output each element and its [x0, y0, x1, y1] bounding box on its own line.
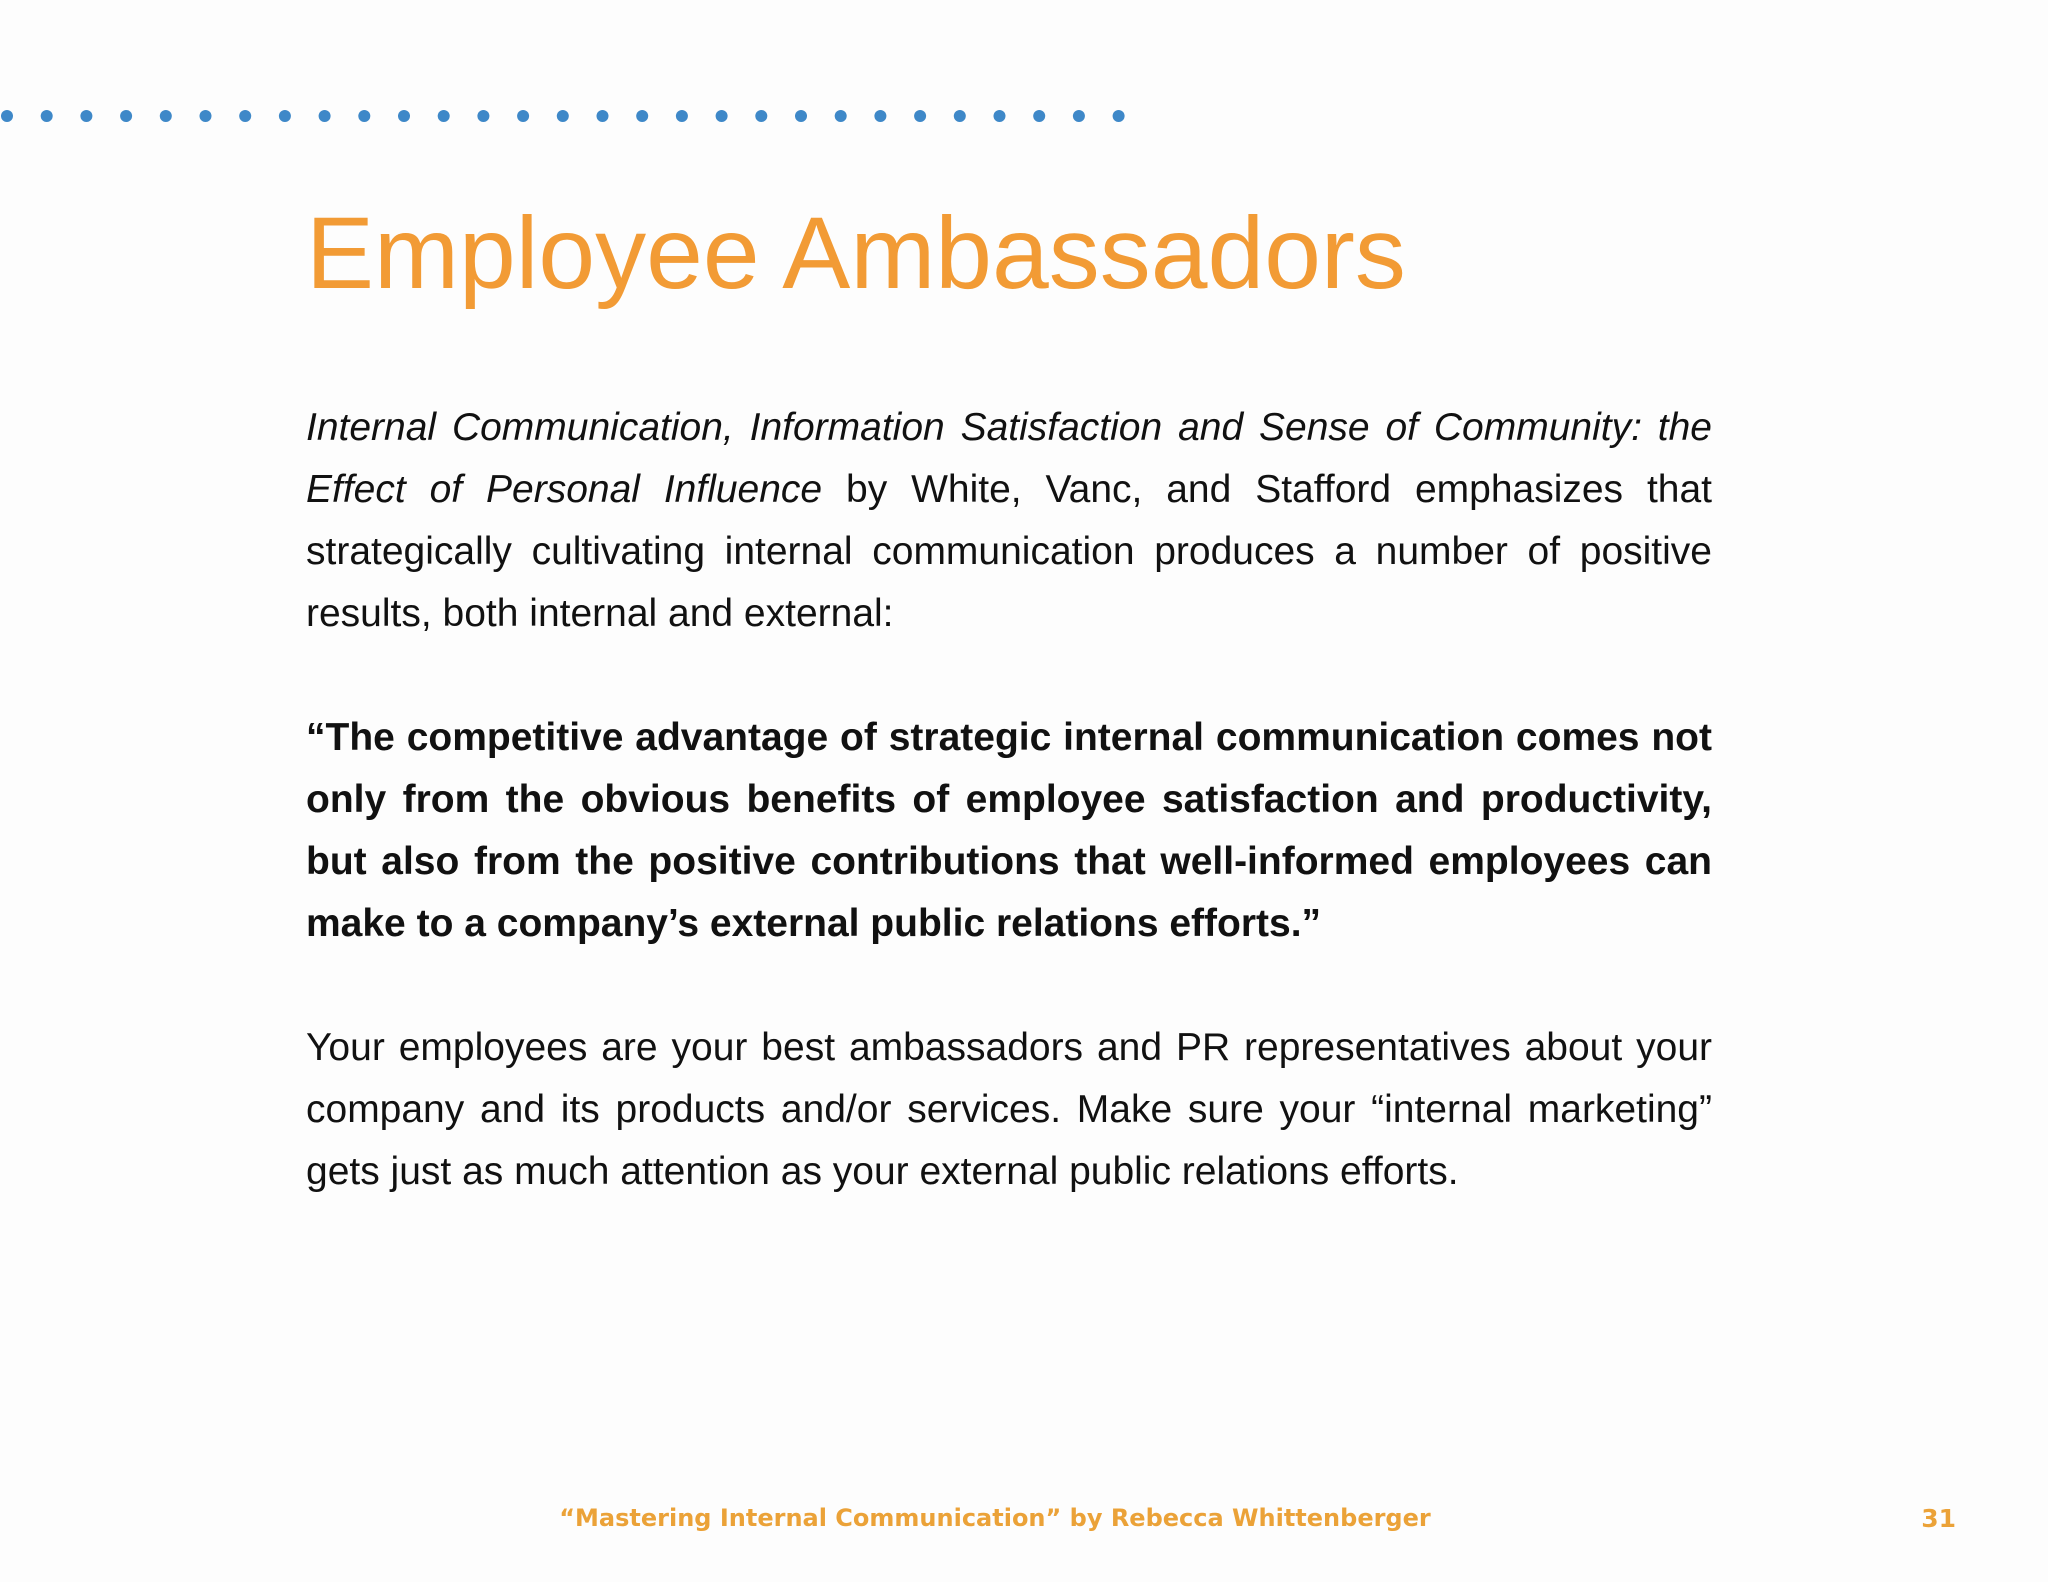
- divider-dot: [676, 110, 688, 122]
- divider-dot: [319, 110, 331, 122]
- intro-text: by White, Vanc, and Stafford emphasizes that strategically cultivating internal communication produces a number of positive results, both internal and external:: [306, 468, 1712, 635]
- divider-dot: [636, 110, 648, 122]
- divider-dot: [1073, 110, 1085, 122]
- divider-dot: [1113, 110, 1125, 122]
- divider-dot: [398, 110, 410, 122]
- divider-dot: [41, 110, 53, 122]
- page-title: Employee Ambassadors: [306, 196, 1406, 310]
- divider-dot: [795, 110, 807, 122]
- divider-dot: [755, 110, 767, 122]
- citation-title: Internal Communication, Information Satisfaction and Sense of Community: the Effect of Personal Influence: [306, 406, 1712, 511]
- page-number: 31: [1921, 1504, 1956, 1533]
- divider-dot: [597, 110, 609, 122]
- divider-dot: [80, 110, 92, 122]
- divider-dot: [1, 110, 13, 122]
- divider-dot: [914, 110, 926, 122]
- divider-dot: [1033, 110, 1045, 122]
- divider-dot: [279, 110, 291, 122]
- divider-dot: [557, 110, 569, 122]
- divider-dot: [716, 110, 728, 122]
- divider-dot: [160, 110, 172, 122]
- divider-dot: [200, 110, 212, 122]
- divider-dot: [835, 110, 847, 122]
- divider-dot: [994, 110, 1006, 122]
- divider-dot: [477, 110, 489, 122]
- divider-dot: [954, 110, 966, 122]
- divider-dot: [120, 110, 132, 122]
- divider-dot: [239, 110, 251, 122]
- closing-paragraph: Your employees are your best ambassadors and PR representatives about your company and its products and/or services. Make sure your “internal marketing” gets just as much attention as your external public relations efforts.: [306, 1026, 1712, 1193]
- divider-dot: [358, 110, 370, 122]
- intro-paragraph: [306, 397, 1712, 645]
- body-text: [306, 397, 1712, 1203]
- dotted-divider: [0, 106, 1140, 126]
- quote-paragraph: “The competitive advantage of strategic internal communication comes not only from the obvious benefits of employee satisfaction and productivity, but also from the positive contributions that well-informed employees can make to a company’s external public relations efforts.”: [306, 716, 1712, 945]
- divider-dot: [517, 110, 529, 122]
- footer-citation: “Mastering Internal Communication” by Rebecca Whittenberger: [559, 1504, 1431, 1532]
- divider-dot: [438, 110, 450, 122]
- divider-dot: [874, 110, 886, 122]
